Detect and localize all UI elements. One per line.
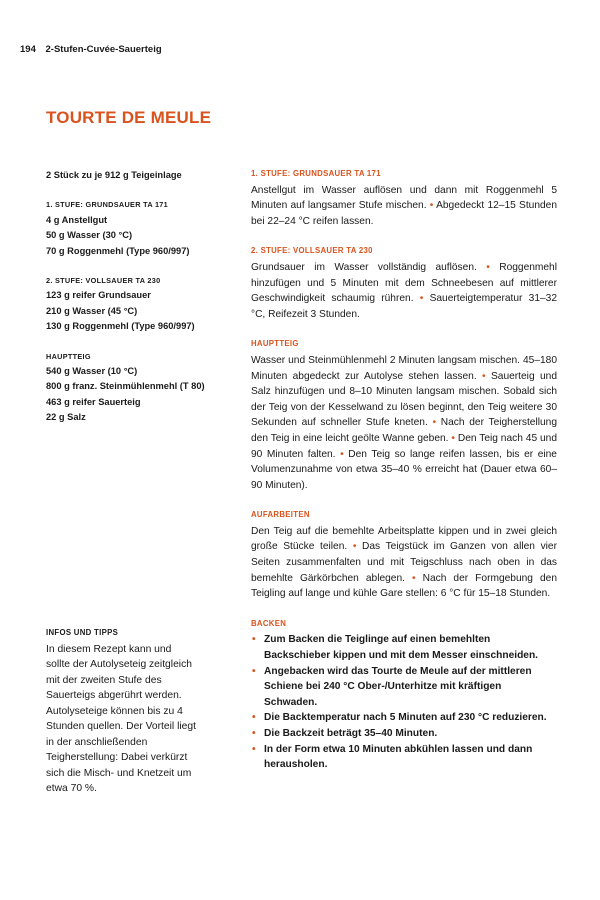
ingredient-block: [46, 273, 236, 335]
baking-item: • Angebacken wird das Tourte de Meule auf der mittleren Schiene bei 240 °C Ober-/Unterhitze mit kräftigen Schwaden.: [251, 664, 557, 711]
baking-list: [251, 632, 557, 772]
bullet-separator: •: [427, 417, 441, 429]
method-step: [251, 166, 557, 229]
yield: 2 Stück zu je 912 g Teigeinlage: [46, 170, 182, 180]
ingredient-item: 463 g reifer Sauerteig: [46, 396, 141, 407]
step-sentence: Nach der Teigherstellung den Teig in eine leicht geölte Wanne geben.: [251, 417, 558, 444]
step-sentence: Grundsauer im Wasser vollständig auflösen.: [251, 261, 477, 273]
step-text: [251, 183, 557, 230]
ingredient-block: [46, 349, 236, 426]
ingredient-block-heading: 1. STUFE: GRUNDSAUER TA 171: [46, 200, 169, 210]
bullet-separator: •: [347, 541, 363, 553]
tips-heading: INFOS UND TIPPS: [46, 628, 119, 637]
bullet-separator: •: [404, 572, 423, 584]
step-sentence: Wasser und Steinmühlenmehl 2 Minuten langsam mischen. 45–180 Minuten abgedeckt zur Autolyse stehen lassen.: [251, 354, 557, 382]
ingredient-item: 50 g Wasser (30 °C): [46, 230, 133, 241]
page-number: 194: [20, 44, 36, 55]
step-heading: 1. STUFE: GRUNDSAUER TA 171: [251, 169, 381, 178]
ingredient-block-heading: 2. STUFE: VOLLSAUER TA 230: [46, 276, 161, 286]
bullet-separator: •: [448, 432, 458, 444]
baking-section: [251, 616, 557, 773]
baking-item: • Zum Backen die Teiglinge auf einen bemehlten Backschieber kippen und mit dem Messer einschneiden.: [251, 632, 557, 663]
ingredient-item: 22 g Salz: [46, 412, 86, 423]
step-sentence: Abgedeckt 12–15 Stunden bei 22–24 °C reifen lassen.: [251, 200, 557, 227]
instructions-column: [251, 166, 557, 787]
step-heading: AUFARBEITEN: [251, 510, 310, 520]
step-sentence: Den Teig nach 45 und 90 Minuten falten.: [251, 432, 557, 460]
step-sentence: Das Teigstück im Ganzen von allen vier Seiten zusammenfalten und mit Teigschluss nach oben in das bemehlte Gärkörbchen ablegen.: [251, 541, 557, 584]
ingredient-block: [46, 197, 236, 259]
step-sentence: Roggenmehl hinzufügen und 5 Minuten mit dem Schneebesen auf mittlerer Geschwindigkeit schaumig rühren.: [251, 261, 557, 305]
baking-heading: BACKEN: [251, 618, 287, 628]
step-text: [251, 353, 557, 493]
step-sentence: Sauerteig und Salz hinzufügen und 8–10 Minuten langsam mischen. Sobald sich der Teig von der Kesselwand zu lösen beginnt, den Teig weitere 30 Sekunden auf schneller Stufe kneten.: [251, 370, 557, 429]
bullet-separator: •: [476, 261, 500, 273]
chapter-title: 2-Stufen-Cuvée-Sauerteig: [45, 44, 162, 55]
bullet-separator: •: [413, 293, 430, 305]
bullet-separator: •: [335, 448, 349, 460]
method-step: [251, 243, 557, 322]
ingredient-item: 70 g Roggenmehl (Type 960/997): [46, 245, 190, 256]
step-sentence: Anstellgut im Wasser auflösen und dann mit Roggenmehl 5 Minuten auf langsamer Stufe mischen.: [251, 184, 557, 212]
running-head: [20, 44, 162, 55]
ingredient-item: 540 g Wasser (10 °C): [46, 366, 138, 377]
ingredient-item: 210 g Wasser (45 °C): [46, 305, 138, 316]
bullet-separator: •: [476, 370, 491, 382]
method-steps: [251, 166, 557, 602]
ingredient-item: 4 g Anstellgut: [46, 214, 108, 225]
ingredient-list: [46, 197, 236, 425]
method-step: [251, 336, 557, 493]
bullet-separator: •: [426, 200, 437, 212]
step-heading: 2. STUFE: VOLLSAUER TA 230: [251, 246, 373, 256]
tips-text: In diesem Rezept kann und sollte der Autolyseteig zeitgleich mit der zweiten Stufe des Sauerteigs abgerührt werden. Autolyseteige können bis zu 4 Stunden quellen. Der Vorteil liegt in der anschließenden Teigherstellung: Dabei verkürzt sich die Misch- und Knetzeit um etwa 70 %.: [46, 643, 196, 794]
step-sentence: Den Teig so lange reifen lassen, bis er eine Volumenzunahme von etwa 35–40 % erreicht hat (Dauer etwa 60–90 Minuten).: [251, 448, 557, 491]
step-sentence: Nach der Formgebung den Teigling auf lange und kühle Gare stellen: 6 °C für 15–18 Stunden.: [251, 572, 557, 600]
recipe-title: TOURTE DE MEULE: [46, 108, 212, 127]
ingredient-block-heading: HAUPTTEIG: [46, 351, 91, 361]
step-heading: HAUPTTEIG: [251, 339, 299, 349]
ingredient-item: 130 g Roggenmehl (Type 960/997): [46, 321, 195, 332]
step-sentence: Sauerteigtemperatur 31–32 °C, Reifezeit 3 Stunden.: [251, 293, 558, 320]
ingredient-item: 800 g franz. Steinmühlenmehl (T 80): [46, 381, 205, 392]
ingredient-item: 123 g reifer Grundsauer: [46, 290, 151, 301]
baking-item: • Die Backtemperatur nach 5 Minuten auf 230 °C reduzieren.: [251, 710, 557, 726]
step-text: [251, 524, 557, 602]
step-text: [251, 260, 557, 322]
baking-item: • In der Form etwa 10 Minuten abkühlen lassen und dann herausholen.: [251, 742, 557, 773]
tips-box: [46, 625, 196, 797]
baking-item: • Die Backzeit beträgt 35–40 Minuten.: [251, 726, 557, 742]
method-step: [251, 507, 557, 602]
step-sentence: Den Teig auf die bemehlte Arbeitsplatte kippen und in zwei gleich große Stücke teilen.: [251, 525, 557, 553]
ingredients-column: [46, 168, 236, 440]
